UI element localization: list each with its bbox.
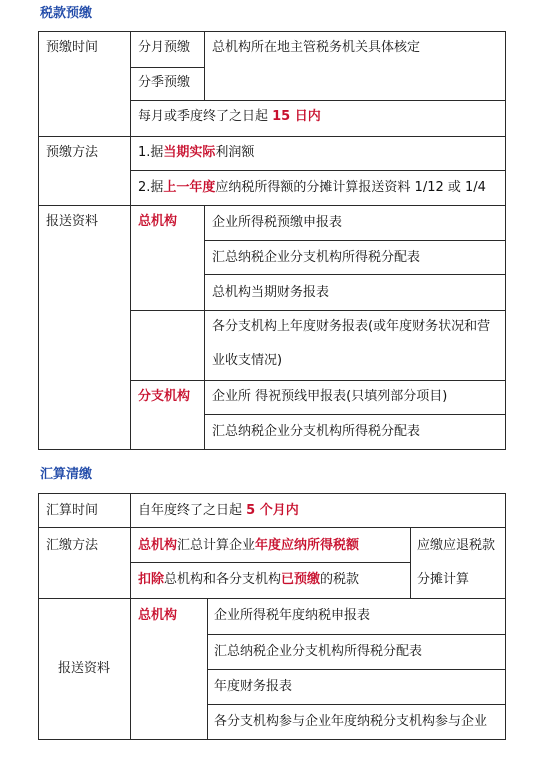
- row1-a: 总机构: [138, 538, 178, 553]
- t1-line: [130, 310, 505, 311]
- t1-line: [204, 31, 205, 101]
- branch-item-2: 汇总纳税企业分支机构所得税分配表: [212, 424, 421, 439]
- side-line-2: 分摊计算: [417, 572, 470, 587]
- settle-row-1: [138, 537, 359, 555]
- head-office-label: 总机构: [138, 214, 178, 229]
- ho-item-4-line2: 业收支情况): [212, 353, 283, 368]
- settle-item-2: 汇总纳税企业分支机构所得税分配表: [214, 644, 423, 659]
- side-line-1: 应缴应退税款: [417, 538, 496, 553]
- ho-item-2: 汇总纳税企业分支机构所得税分配表: [212, 250, 421, 265]
- t2-line: [130, 493, 131, 740]
- t2-border-bottom: [38, 739, 505, 740]
- settle-item-3: 年度财务报表: [214, 679, 293, 694]
- t1-line: [204, 205, 205, 450]
- row2-d: 的税款: [320, 572, 360, 587]
- monthly-prepay: 分月预缴: [138, 40, 191, 55]
- t1-line: [130, 67, 204, 68]
- settle-item-4: 各分支机构参与企业年度纳税分支机构参与企业: [214, 714, 488, 729]
- t1-line: [38, 136, 505, 137]
- branch-item-1: 企业所 得祝预线甲报表(只填列部分项目): [212, 389, 448, 404]
- settle-row-2: [138, 571, 359, 589]
- method2-suffix: 应纳税所得额的分摊计算报送资料 1/12 或 1/4: [215, 180, 486, 195]
- t1-border-top: [38, 31, 505, 32]
- settle-deadline-highlight: 5 个月内: [246, 503, 299, 518]
- method1-suffix: 利润额: [215, 145, 255, 160]
- ho-item-4-line1: 各分支机构上年度财务报表(或年度财务状况和营: [212, 319, 491, 334]
- label-settle-materials: 报送资料: [58, 661, 111, 676]
- t1-border-right: [505, 31, 506, 450]
- t1-line: [204, 240, 505, 241]
- label-prepay-time: 预缴时间: [46, 40, 99, 55]
- ho-item-1: 企业所得税预缴申报表: [212, 215, 343, 230]
- row1-b: 汇总计算企业: [177, 538, 256, 553]
- method1-prefix: 1.据: [138, 145, 164, 160]
- t2-line: [38, 598, 505, 599]
- ho-item-3: 总机构当期财务报表: [212, 285, 330, 300]
- row2-a: 扣除: [138, 572, 165, 587]
- section-title-prepayment: 税款预缴: [40, 6, 93, 21]
- t1-line: [204, 274, 505, 275]
- determined-by: 总机构所在地主管税务机关具体核定: [212, 40, 421, 55]
- quarterly-prepay: 分季预缴: [138, 75, 191, 90]
- row2-c: 已预缴: [281, 572, 321, 587]
- method2-prefix: 2.据: [138, 180, 164, 195]
- t2-line: [410, 527, 411, 599]
- branch-label: 分支机构: [138, 389, 191, 404]
- t1-line: [130, 31, 131, 450]
- section-title-settlement: 汇算清缴: [40, 467, 93, 482]
- label-settle-time: 汇算时间: [46, 503, 99, 518]
- deadline-prefix: 每月或季度终了之日起: [138, 109, 273, 124]
- deadline-highlight: 15 日内: [272, 109, 321, 124]
- t1-border-bottom: [38, 449, 505, 450]
- settle-item-1: 企业所得税年度纳税申报表: [214, 608, 371, 623]
- settle-head-office: 总机构: [138, 608, 178, 623]
- label-prepay-method: 预缴方法: [46, 145, 99, 160]
- t2-border-top: [38, 493, 505, 494]
- row1-c: 年度应纳所得税额: [255, 538, 360, 553]
- t2-line: [38, 527, 505, 528]
- row2-b: 总机构和各分支机构: [164, 572, 282, 587]
- t1-line: [204, 414, 505, 415]
- t2-line: [130, 562, 410, 563]
- settle-deadline: [138, 502, 299, 520]
- t1-line: [130, 100, 505, 101]
- method2-highlight: 上一年度: [163, 180, 216, 195]
- t2-line: [207, 669, 505, 670]
- method-1: [138, 144, 254, 162]
- t1-border-left: [38, 31, 39, 450]
- t2-border-right: [505, 493, 506, 740]
- settle-deadline-prefix: 自年度终了之日起: [138, 503, 247, 518]
- method1-highlight: 当期实际: [163, 145, 216, 160]
- method-2: [138, 179, 486, 197]
- t1-line: [38, 205, 505, 206]
- t2-line: [207, 704, 505, 705]
- t2-line: [207, 598, 208, 740]
- t1-line: [130, 380, 505, 381]
- prepay-deadline: [138, 108, 321, 126]
- t2-border-left: [38, 493, 39, 740]
- t2-line: [207, 634, 505, 635]
- label-settle-method: 汇缴方法: [46, 538, 99, 553]
- label-materials: 报送资料: [46, 214, 99, 229]
- t1-line: [130, 170, 505, 171]
